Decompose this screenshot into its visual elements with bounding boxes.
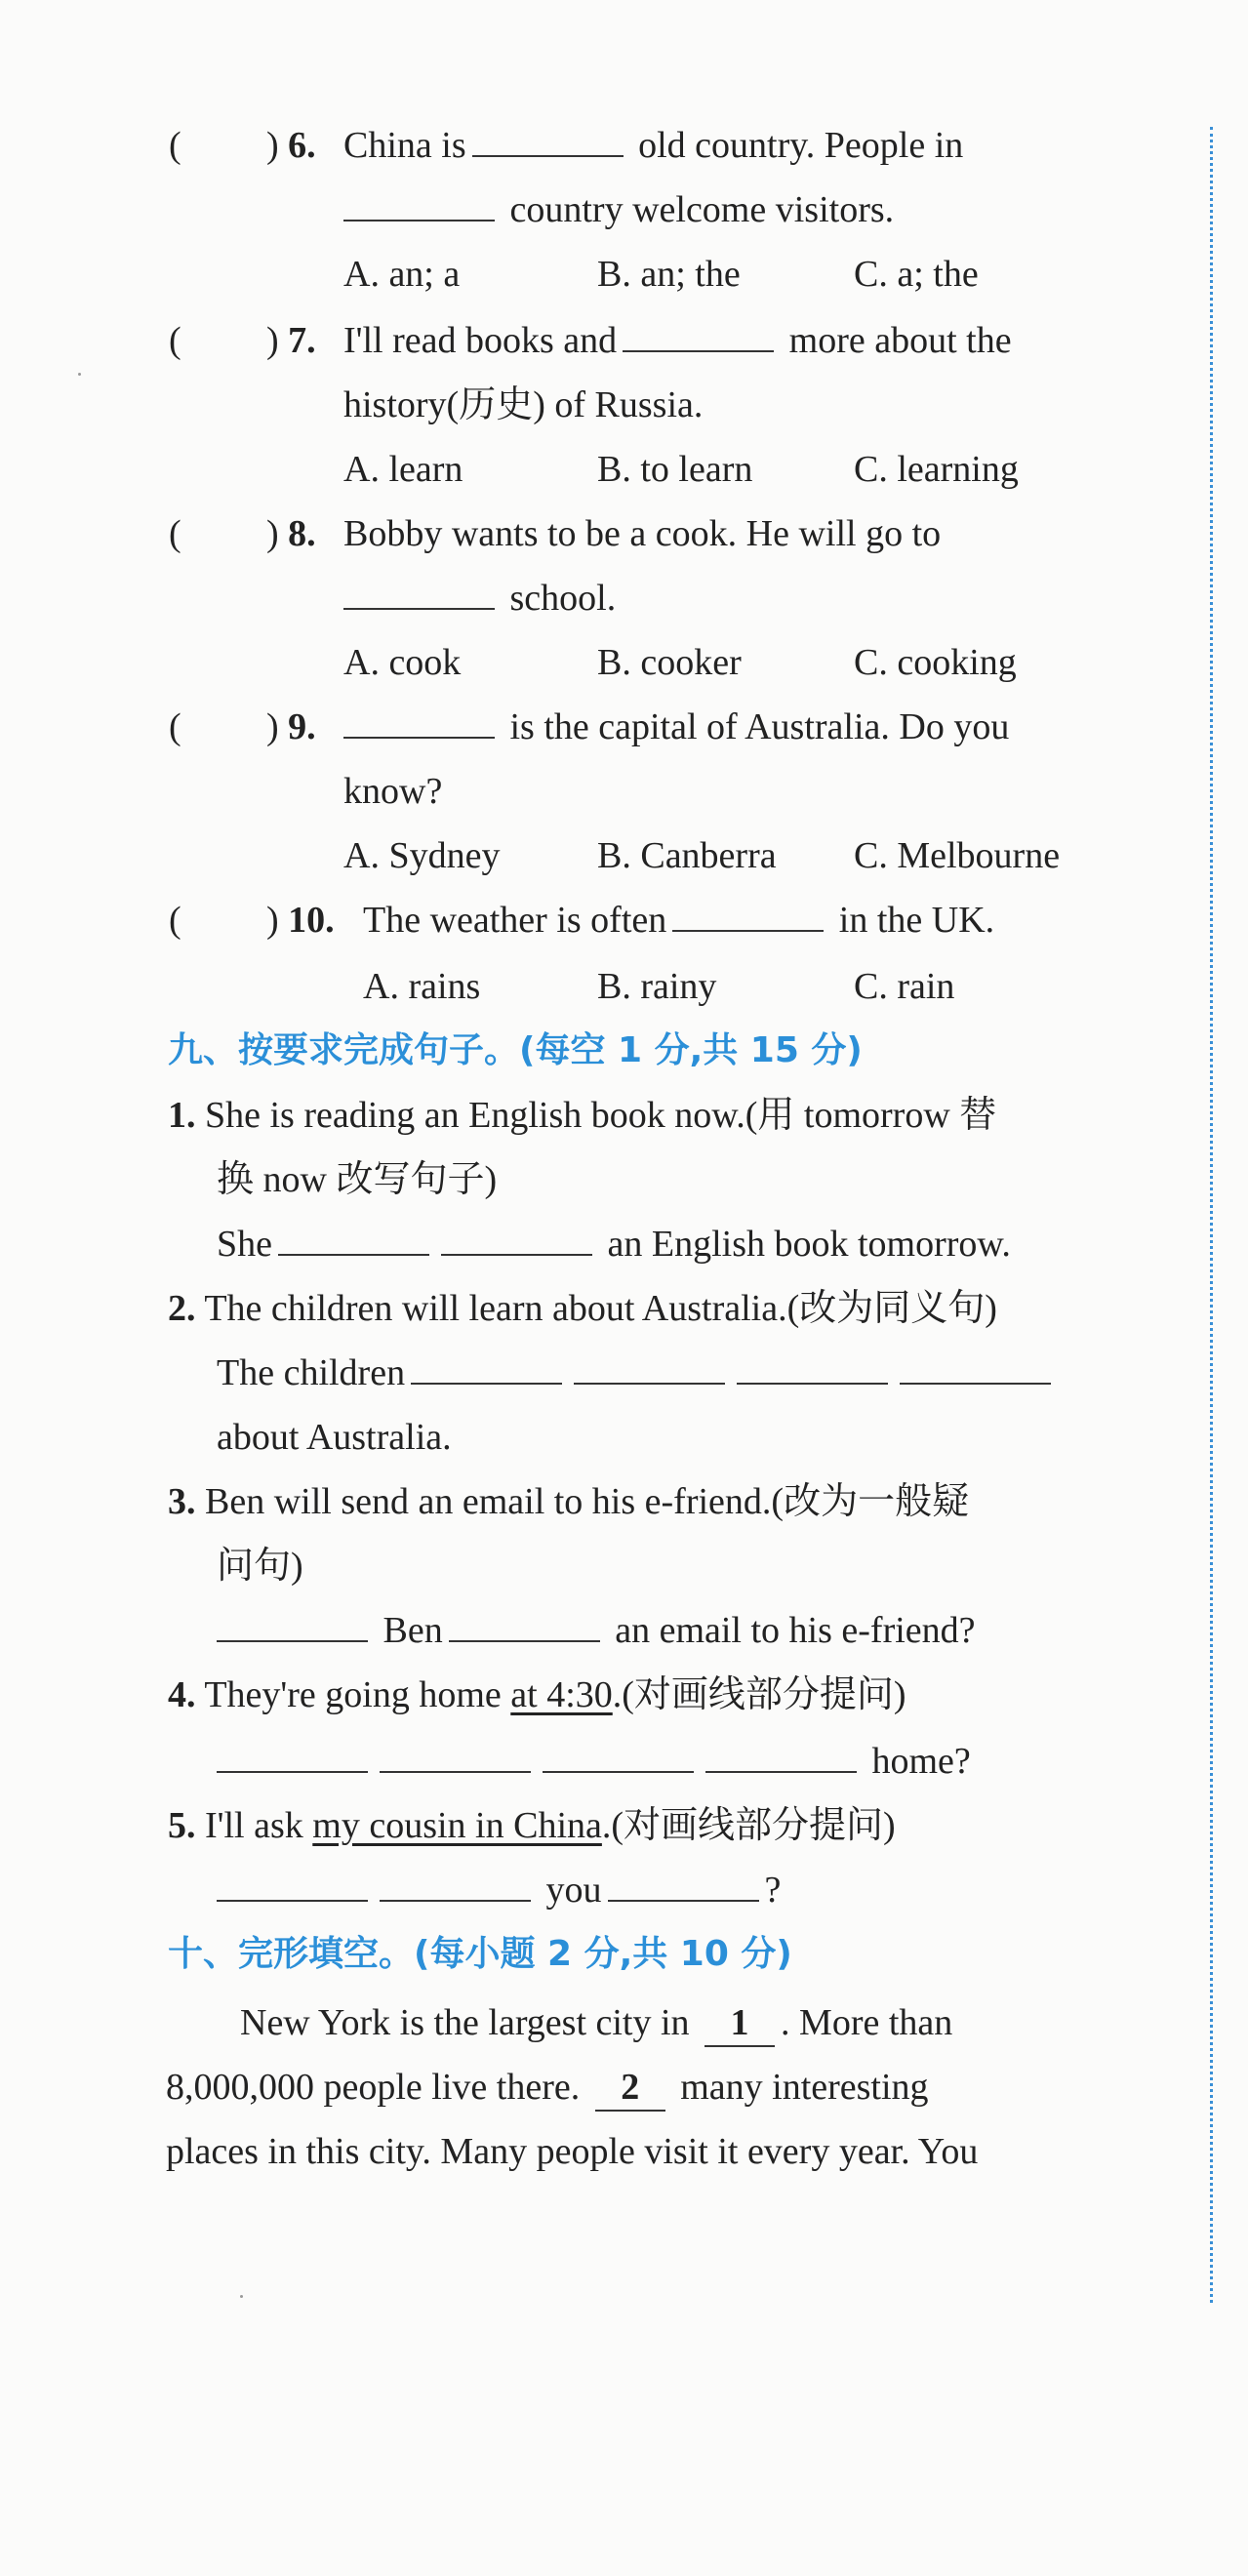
answer-blank[interactable] [343, 579, 495, 610]
option-a: A. rains [363, 966, 481, 1007]
answer-blank[interactable] [411, 1353, 562, 1385]
underlined-phrase: at 4:30 [510, 1674, 613, 1715]
option-c: C. learning [854, 449, 1019, 490]
question-9-text: is the capital of Australia. Do you [343, 704, 1009, 749]
scan-speck [78, 373, 81, 376]
question-8-line2: school. [343, 576, 616, 621]
option-b: B. Canberra [597, 835, 777, 876]
answer-blank[interactable] [543, 1742, 694, 1773]
question-10-text: The weather is often in the UK. [363, 900, 995, 941]
option-c: C. cooking [854, 642, 1017, 683]
option-c: C. rain [854, 966, 955, 1007]
question-9-line2: know? [343, 771, 443, 812]
answer-blank[interactable] [278, 1225, 429, 1256]
cloze-line1: New York is the largest city in 1 . More than [240, 2000, 952, 2047]
answer-blank[interactable] [900, 1353, 1051, 1385]
cloze-line2: 8,000,000 people live there. 2 many interesting [166, 2065, 929, 2112]
s9-item-4: 4. They're going home at 4:30.(对画线部分提问) [168, 1674, 906, 1715]
answer-blank[interactable] [672, 901, 824, 932]
question-7-line2: history(历史) of Russia. [343, 384, 704, 425]
cloze-blank-1[interactable]: 1 [705, 2000, 775, 2047]
answer-blank[interactable] [217, 1611, 368, 1642]
s9-item-1-answer: She an English book tomorrow. [217, 1224, 1011, 1265]
answer-blank[interactable] [472, 126, 624, 157]
option-a: A. cook [343, 642, 462, 683]
option-a: A. learn [343, 449, 463, 490]
option-b: B. to learn [597, 449, 753, 490]
answer-blank[interactable] [705, 1742, 857, 1773]
question-6-line2: country welcome visitors. [343, 187, 894, 232]
s9-item-4-answer: home? [217, 1739, 971, 1784]
answer-blank[interactable] [343, 190, 495, 221]
s9-item-2: 2. The children will learn about Australia.(改为同义句) [168, 1288, 997, 1329]
answer-blank[interactable] [449, 1611, 600, 1642]
answer-blank[interactable] [737, 1353, 888, 1385]
option-c: C. a; the [854, 254, 979, 295]
answer-blank[interactable] [380, 1742, 531, 1773]
question-number: 8. [288, 513, 316, 554]
option-c: C. Melbourne [854, 835, 1061, 876]
s9-item-1-line2: 换 now 改写句子) [217, 1159, 498, 1200]
s9-item-2-line3: about Australia. [217, 1417, 452, 1458]
answer-blank[interactable] [343, 707, 495, 739]
cloze-blank-2[interactable]: 2 [595, 2065, 665, 2112]
s9-item-3: 3. Ben will send an email to his e-friend.(改为一般疑 [168, 1481, 970, 1522]
option-a: A. an; a [343, 254, 461, 295]
answer-blank[interactable] [608, 1871, 759, 1902]
answer-blank[interactable] [441, 1225, 592, 1256]
question-8-text: Bobby wants to be a cook. He will go to [343, 513, 942, 554]
underlined-phrase: my cousin in China [312, 1805, 602, 1846]
question-number: 7. [288, 320, 316, 361]
option-b: B. cooker [597, 642, 742, 683]
answer-blank[interactable] [217, 1742, 368, 1773]
section-9-title: 九、按要求完成句子。(每空 1 分,共 15 分) [168, 1030, 863, 1070]
answer-blank[interactable] [574, 1353, 725, 1385]
question-number: 9. [288, 706, 316, 747]
s9-item-2-answer: The children [217, 1350, 1057, 1395]
question-6-text: China is old country. People in [343, 125, 964, 166]
option-b: B. an; the [597, 254, 741, 295]
question-number: 10. [288, 900, 335, 941]
question-number: 6. [288, 125, 316, 166]
scan-speck [240, 2295, 243, 2298]
s9-item-3-line2: 问句) [217, 1546, 303, 1587]
answer-blank[interactable] [380, 1871, 531, 1902]
worksheet-page: ( ) 6. China is old country. People in country welcome visitors. A. an; a B. an; the C. a; the ( ) 7. I'll read books and more about the history(历史) of Russia. A. learn B. to learn C. learning ( ) 8. Bobby wants to be a cook. He will go to school. A. cook B. cooker C. cooking ( ) 9. is the capital of Australia. Do you know? A. Sydney B. Canberra C. Melbourne ( ) 10. The weather is often in the UK. A. rains B. rainy C. rain 九、按要求完成句子。(每空 1 分,共 15 分) 1. She is reading an English book now.(用 tomorrow 替 换 now 改写句子) She an English book tomorrow. 2. The children will learn about Australia.(改为同义句) The children about Australia. 3. Ben will send an email to his e-friend.(改为一般疑 问句) Ben an email to his e-friend? 4. They're going home at 4:30.(对画线部分提问) home? 5. I'll ask my cousin in China.(对画线部分提问) you ? 十、完形填空。(每小题 2 分,共 10 分) New York is the largest city in 1 . More than 8,000,000 people live there. 2 many interesting places in this city. Many people visit it every year. You [0, 0, 1248, 2576]
s9-item-5-answer: you ? [217, 1868, 781, 1912]
s9-item-5: 5. I'll ask my cousin in China.(对画线部分提问) [168, 1805, 896, 1846]
section-10-title: 十、完形填空。(每小题 2 分,共 10 分) [168, 1934, 792, 1974]
option-b: B. rainy [597, 966, 717, 1007]
cloze-line3: places in this city. Many people visit it every year. You [166, 2131, 979, 2172]
margin-dotted-rule [1210, 127, 1213, 2303]
question-7-text: I'll read books and more about the [343, 320, 1012, 361]
option-a: A. Sydney [343, 835, 501, 876]
answer-blank[interactable] [623, 321, 774, 352]
answer-blank[interactable] [217, 1871, 368, 1902]
s9-item-1: 1. She is reading an English book now.(用 tomorrow 替 [168, 1095, 997, 1136]
s9-item-3-answer: Ben an email to his e-friend? [217, 1608, 976, 1653]
